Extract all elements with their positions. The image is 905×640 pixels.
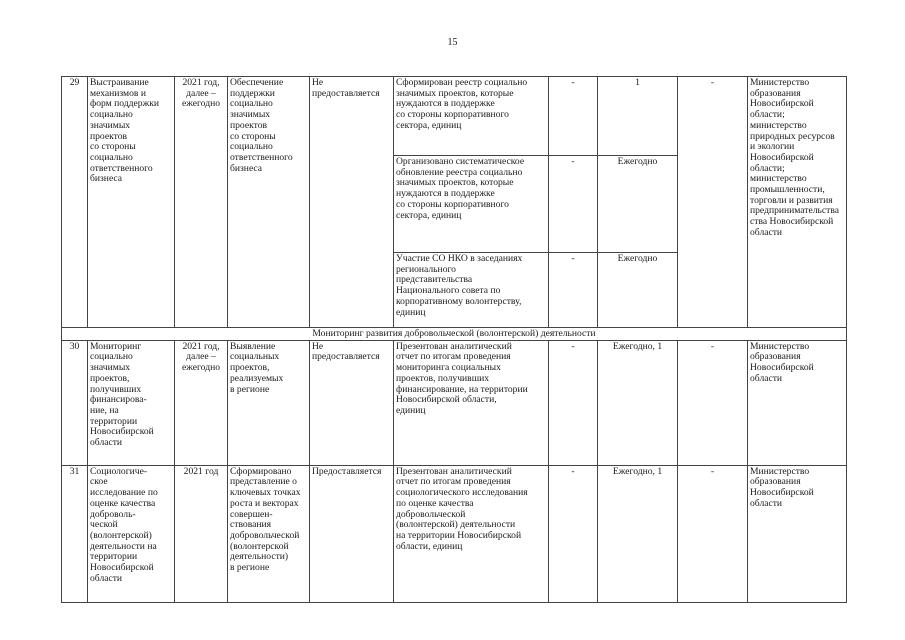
funding-cell: Не предоставляется xyxy=(310,340,394,465)
base-value-cell: - xyxy=(549,77,598,156)
page-number: 15 xyxy=(447,37,458,48)
funding-cell: Не предоставляется xyxy=(310,77,394,328)
executor-cell: Министерство образования Новосибирской области; министерство природных ресурсов и экологии Новосибирской области; министерство промышленности, торговли и развития предпринимательства ства Новосибирской области xyxy=(748,77,847,328)
section-row xyxy=(62,328,847,341)
period-cell: 2021 год, далее – ежегодно xyxy=(175,77,228,328)
indicator-cell: Организовано систематическое обновление реестра социально значимых проектов, которые нуждаются в поддержке со стороны корпоративного сектора, единиц xyxy=(394,156,549,253)
target-value-cell: Ежегодно xyxy=(598,156,678,253)
executor-cell: Министерство образования Новосибирской области xyxy=(748,340,847,465)
row-number: 31 xyxy=(62,465,88,602)
indicator-cell: Сформирован реестр социально значимых проектов, которые нуждаются в поддержке со стороны корпоративного сектора, единиц xyxy=(394,77,549,156)
base-value-cell: - xyxy=(549,253,598,328)
target-value-cell: 1 xyxy=(598,77,678,156)
target-value-cell: Ежегодно, 1 xyxy=(598,340,678,465)
base-value-cell: - xyxy=(549,465,598,602)
funding-cell: Предоставляется xyxy=(310,465,394,602)
period-cell: 2021 год xyxy=(175,465,228,602)
period-cell: 2021 год, далее – ежегодно xyxy=(175,340,228,465)
table-row-29 xyxy=(62,77,847,156)
row-number: 29 xyxy=(62,77,88,328)
table-row-31 xyxy=(62,465,847,602)
result-cell: Выявление социальных проектов, реализуемых в регионе xyxy=(228,340,310,465)
section-title: Мониторинг развития добровольческой (волонтерской) деятельности xyxy=(62,328,847,341)
result-cell: Обеспечение поддержки социально значимых проектов со стороны социально ответственного бизнеса xyxy=(228,77,310,328)
result-cell: Сформировано представление о ключевых точках роста и векторах совершен- ствования добровольческой (волонтерской деятельности) в регионе xyxy=(228,465,310,602)
extra-cell: - xyxy=(678,340,748,465)
executor-cell: Министерство образования Новосибирской области xyxy=(748,465,847,602)
row-number: 30 xyxy=(62,340,88,465)
indicator-cell: Презентован аналитический отчет по итогам проведения социологического исследования по оценке качества добровольческой (волонтерской) деятельности на территории Новосибирской области, единиц xyxy=(394,465,549,602)
target-value-cell: Ежегодно, 1 xyxy=(598,465,678,602)
event-cell: Мониторинг социально значимых проектов, получивших финансирова- ние, на территории Новосибирской области xyxy=(88,340,175,465)
event-cell: Социологиче- ское исследование по оценке качества доброволь- ческой (волонтерской) деятельности на территории Новосибирской области xyxy=(88,465,175,602)
extra-cell: - xyxy=(678,465,748,602)
table-row-30 xyxy=(62,340,847,465)
measures-table xyxy=(61,76,847,603)
extra-cell: - xyxy=(678,77,748,328)
base-value-cell: - xyxy=(549,340,598,465)
target-value-cell: Ежегодно xyxy=(598,253,678,328)
indicator-cell: Участие СО НКО в заседаниях регионального представительства Национального совета по корпоративному волонтерству, единиц xyxy=(394,253,549,328)
indicator-cell: Презентован аналитический отчет по итогам проведения мониторинга социальных проектов, получивших финансирование, на территории Новосибирской области, единиц xyxy=(394,340,549,465)
base-value-cell: - xyxy=(549,156,598,253)
event-cell: Выстраивание механизмов и форм поддержки социально значимых проектов со стороны социально ответственного бизнеса xyxy=(88,77,175,328)
